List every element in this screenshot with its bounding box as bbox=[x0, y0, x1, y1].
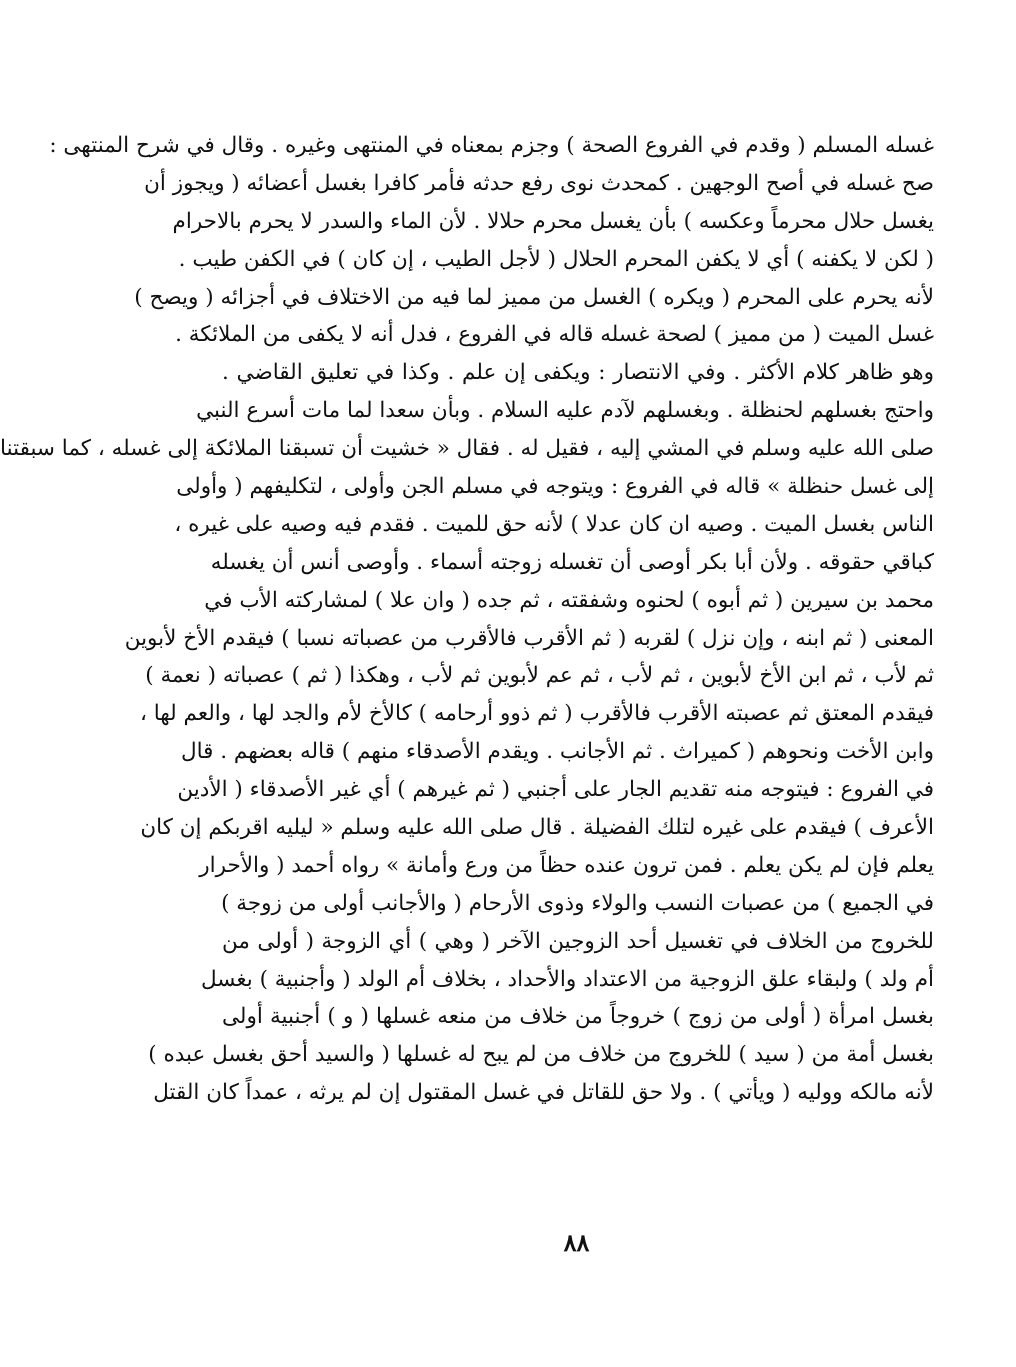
text-line-5: لأنه يحرم على المحرم ( ويكره ) الغسل من مميز لما فيه من الاختلاف في أجزائه ( ويصح ) bbox=[134, 284, 934, 310]
text-line-20: يعلم فإن لم يكن يعلم . فمن ترون عنده حظاً من ورع وأمانة » رواه أحمد ( والأحرار bbox=[199, 852, 934, 878]
text-line-1: غسله المسلم ( وقدم في الفروع الصحة ) وجزم بمعناه في المنتهى وغيره . وقال في شرح المنتهى : bbox=[49, 133, 934, 158]
text-line-24: بغسل امرأة ( أولى من زوج ) خروجاً من خلاف من منعه غسلها ( و ) أجنبية أولى bbox=[222, 1004, 934, 1030]
text-line-4: ( لكن لا يكفنه ) أي لا يكفن المحرم الحلال ( لأجل الطيب ، إن كان ) في الكفن طيب . bbox=[178, 246, 934, 272]
text-line-14: المعنى ( ثم ابنه ، وإن نزل ) لقربه ( ثم الأقرب فالأقرب من عصباته نسبا ) فيقدم الأخ لأبوين bbox=[124, 625, 934, 651]
text-line-25: بغسل أمة من ( سيد ) للخروج من خلاف من لم يبح له غسلها ( والسيد أحق بغسل عبده ) bbox=[148, 1042, 934, 1068]
text-line-2: صح غسله في أصح الوجهين . كمحدث نوى رفع حدثه فأمر كافرا بغسل أعضائه ( ويجوز أن bbox=[144, 170, 934, 196]
text-line-22: للخروج من الخلاف في تغسيل أحد الزوجين الآخر ( وهي ) أي الزوجة ( أولى من bbox=[222, 928, 934, 954]
text-line-13: محمد بن سيرين ( ثم أبوه ) لحنوه وشفقته ، ثم جده ( وان علا ) لمشاركته الأب في bbox=[204, 587, 934, 613]
text-line-3: يغسل حلال محرماً وعكسه ) بأن يغسل محرم حلالا . لأن الماء والسدر لا يحرم بالاحرام bbox=[172, 208, 934, 234]
text-line-16: فيقدم المعتق ثم عصبته الأقرب فالأقرب ( ثم ذوو أرحامه ) كالأخ لأم والجد لها ، والعم لها ، bbox=[139, 701, 934, 727]
text-line-17: وابن الأخت ونحوهم ( كميراث . ثم الأجانب . ويقدم الأصدقاء منهم ) قاله بعضهم . قال bbox=[180, 739, 934, 765]
text-line-21: في الجميع ) من عصبات النسب والولاء وذوى الأرحام ( والأجانب أولى من زوجة ) bbox=[221, 890, 934, 916]
text-line-12: كباقي حقوقه . ولأن أبا بكر أوصى أن تغسله زوجته أسماء . وأوصى أنس أن يغسله bbox=[210, 549, 934, 575]
text-line-18: في الفروع : فيتوجه منه تقديم الجار على أجنبي ( ثم غيرهم ) أي غير الأصدقاء ( الأدين bbox=[177, 777, 934, 803]
text-line-26: لأنه مالكه ووليه ( ويأتي ) . ولا حق للقاتل في غسل المقتول إن لم يرثه ، عمداً كان القتل bbox=[153, 1080, 934, 1106]
text-line-11: الناس بغسل الميت . وصيه ان كان عدلا ) لأنه حق للميت . فقدم فيه وصيه على غيره ، bbox=[174, 511, 934, 537]
text-line-10: إلى غسل حنظلة » قاله في الفروع : ويتوجه في مسلم الجن وأولى ، لتكليفهم ( وأولى bbox=[176, 474, 934, 500]
text-line-19: الأعرف ) فيقدم على غيره لتلك الفضيلة . قال صلى الله عليه وسلم « ليليه اقربكم إن كان bbox=[140, 815, 934, 841]
text-line-7: وهو ظاهر كلام الأكثر . وفي الانتصار : ويكفى إن علم . وكذا في تعليق القاضي . bbox=[222, 360, 934, 386]
page-number: ٨٨ bbox=[563, 1228, 590, 1257]
page-body bbox=[0, 127, 934, 1112]
text-line-23: أم ولد ) ولبقاء علق الزوجية من الاعتداد والأحداد ، بخلاف أم الولد ( وأجنبية ) بغسل bbox=[200, 966, 934, 992]
text-line-15: ثم لأب ، ثم ابن الأخ لأبوين ، ثم لأب ، ثم عم لأبوين ثم لأب ، وهكذا ( ثم ) عصباته ( نعمة ) bbox=[145, 663, 934, 689]
text-line-9: صلى الله عليه وسلم في المشي إليه ، فقيل له . فقال « خشيت أن تسبقنا الملائكة إلى غسله ، كما سبقتنا bbox=[0, 436, 934, 462]
text-line-8: واحتج بغسلهم لحنظلة . وبغسلهم لآدم عليه السلام . وبأن سعدا لما مات أسرع النبي bbox=[196, 398, 934, 424]
text-line-6: غسل الميت ( من مميز ) لصحة غسله قاله في الفروع ، فدل أنه لا يكفى من الملائكة . bbox=[175, 322, 934, 348]
